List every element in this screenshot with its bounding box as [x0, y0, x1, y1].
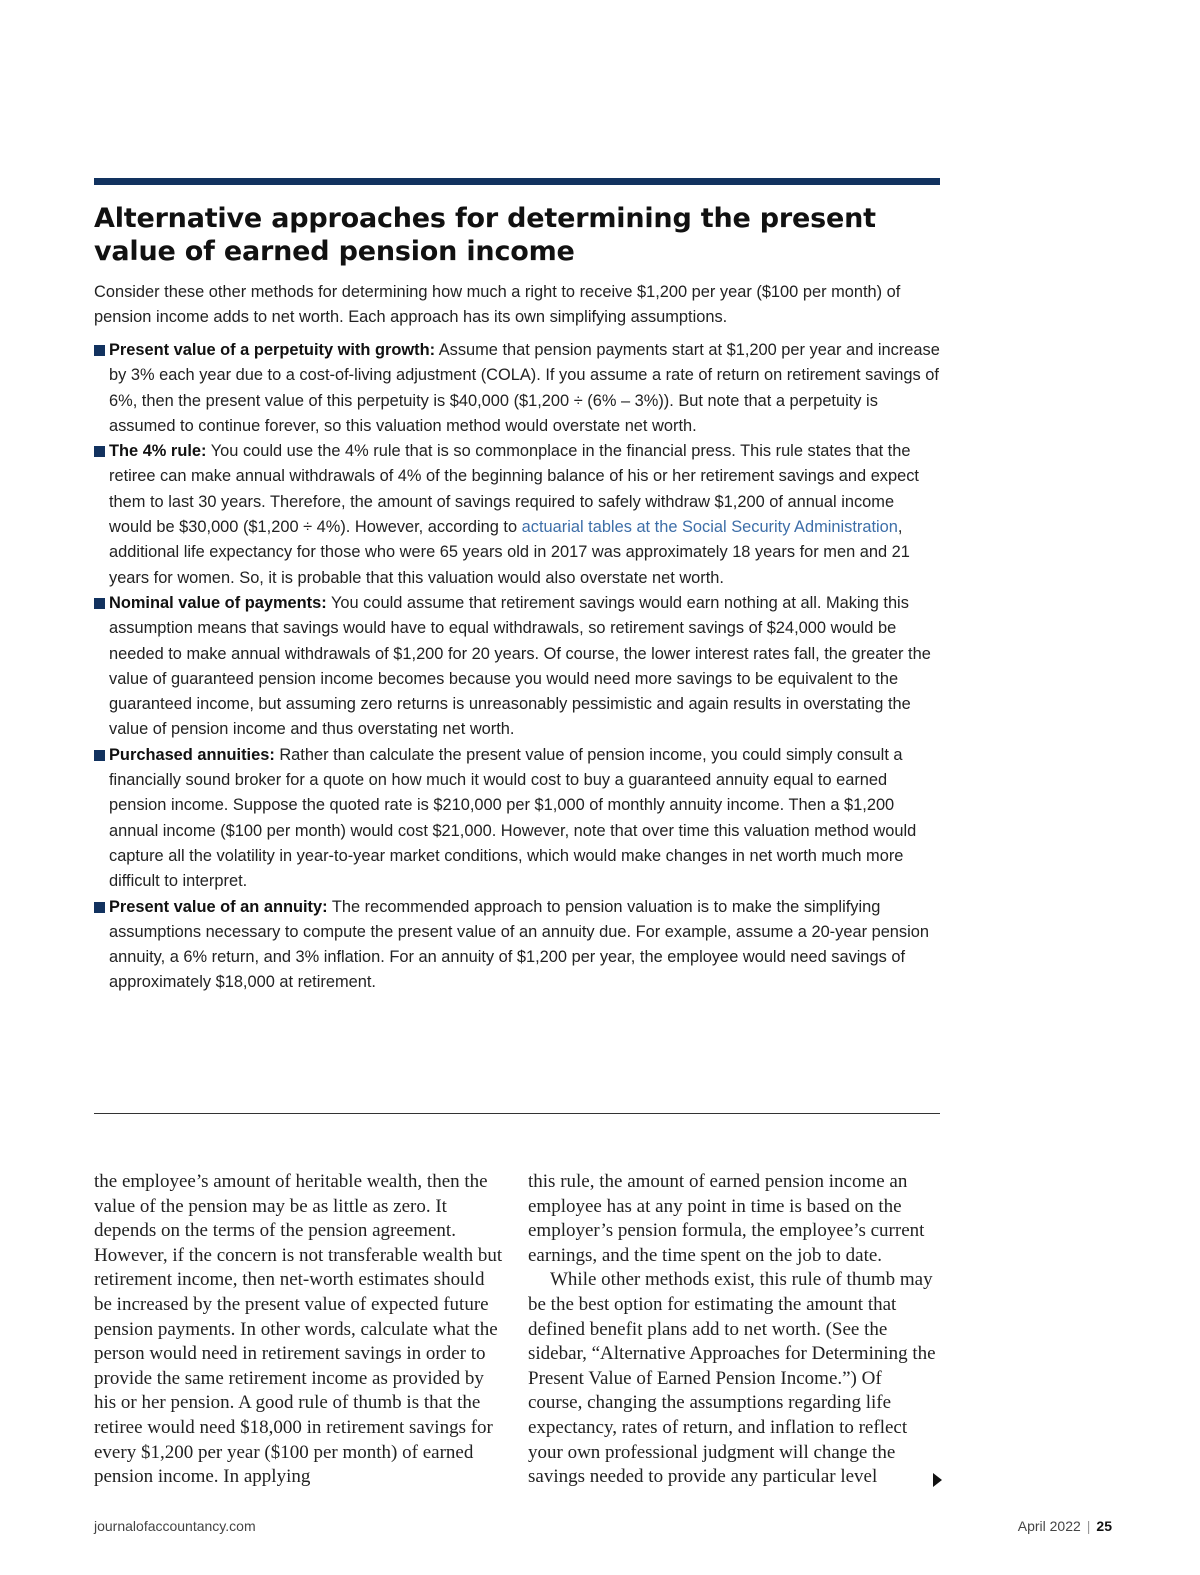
sidebar-intro: Consider these other methods for determining how much a right to receive $1,200 per year ($100 per month) of pension income adds to net worth. Each approach has its own simplifying assumptions.	[94, 283, 901, 326]
bullet-text: The recommended approach to pension valuation is to make the simplifying assumptions necessary to compute the present value of an annuity due. For example, assume a 20-year pension annuity, a 6% return, and 3% inflation. For an annuity of $1,200 per year, the employee would need savings of approximately $18,000 at retirement.	[109, 897, 929, 992]
article-body	[94, 1170, 940, 1490]
continue-arrow-icon	[933, 1473, 942, 1487]
ssa-actuarial-tables-link[interactable]: actuarial tables at the Social Security Administration	[521, 518, 898, 537]
bullet-perpetuity	[94, 338, 940, 439]
sidebar-title: Alternative approaches for determining the present value of earned pension income	[94, 203, 876, 267]
sidebar-bullet-list	[94, 338, 940, 996]
square-bullet-icon	[94, 446, 105, 457]
bullet-lead: The 4% rule:	[109, 442, 207, 461]
bullet-lead: Present value of a perpetuity with growth:	[109, 341, 436, 359]
footer-site: journalofaccountancy.com	[94, 1518, 256, 1534]
bullet-text: You could assume that retirement savings would earn nothing at all. Making this assumption means that savings would have to equal withdrawals, so retirement savings of $24,000 would be needed to make annual withdrawals of $1,200 for 20 years. Of course, the lower interest rates fall, the greater the value of guaranteed pension income becomes because you would need more savings to be equivalent to the guaranteed income, but assuming zero returns is unreasonably pessimistic and again results in overstating the value of pension income and thus overstating net worth.	[109, 593, 931, 739]
footer-issue-date: April 2022	[1017, 1518, 1081, 1534]
bullet-present-value-annuity	[94, 895, 940, 996]
square-bullet-icon	[94, 902, 105, 913]
footer-folio	[1018, 1518, 1112, 1534]
bullet-text: You could use the 4% rule that is so commonplace in the financial press. This rule states that the retiree can make annual withdrawals of 4% of the beginning balance of his or her retirement savings and expect them to last 30 years. Therefore, the amount of savings required to safely withdraw $1,200 of annual income would be $30,000 ($1,200 ÷ 4%). However, according to	[109, 442, 919, 537]
bullet-nominal-value	[94, 591, 940, 743]
article-column-right	[528, 1170, 940, 1490]
article-paragraph: this rule, the amount of earned pension income an employee has at any point in time is based on the employer’s pension formula, the employee’s current earnings, and the time spent on the job to date.	[528, 1171, 925, 1266]
page-number: 25	[1096, 1518, 1112, 1534]
bullet-four-percent-rule	[94, 439, 940, 591]
bullet-purchased-annuities	[94, 743, 940, 895]
square-bullet-icon	[94, 750, 105, 761]
bullet-text: , additional life expectancy for those who were 65 years old in 2017 was approximately 18 years for men and 21 years for women. So, it is probable that this valuation would also overstate net worth.	[109, 518, 910, 587]
sidebar-bottom-rule	[94, 1113, 940, 1114]
sidebar-top-rule	[94, 178, 940, 185]
bullet-lead: Purchased annuities:	[109, 745, 275, 764]
bullet-lead: Nominal value of payments:	[109, 593, 327, 612]
bullet-text: Rather than calculate the present value of pension income, you could simply consult a financially sound broker for a quote on how much it would cost to buy a guaranteed annuity equal to earned pension income. Suppose the quoted rate is $210,000 per $1,000 of monthly annuity income. Then a $1,200 annual income ($100 per month) would cost $21,000. However, note that over time this valuation method would capture all the volatility in year-to-year market conditions, which would make changes in net worth much more difficult to interpret.	[109, 745, 917, 891]
bullet-lead: Present value of an annuity:	[109, 897, 328, 916]
square-bullet-icon	[94, 345, 105, 356]
article-column-left	[94, 1170, 506, 1490]
article-paragraph: the employee’s amount of heritable wealth, then the value of the pension may be as little as zero. It depends on the terms of the pension agreement. However, if the concern is not transferable wealth but retirement income, then net-worth estimates should be increased by the present value of expected future pension payments. In other words, calculate what the person would need in retirement savings in order to provide the same retirement income as provided by his or her pension. A good rule of thumb is that the retiree would need $18,000 in retirement savings for every $1,200 per year ($100 per month) of earned pension income. In applying	[94, 1171, 503, 1488]
sidebar-box	[94, 178, 940, 996]
article-paragraph: While other methods exist, this rule of thumb may be the best option for estimating the amount that defined benefit plans add to net worth. (See the sidebar, “Alternative Approaches for Determining the Present Value of Earned Pension Income.”) Of course, changing the assumptions regarding life expectancy, rates of return, and inflation to reflect your own professional judgment will change the savings needed to provide any particular level	[528, 1269, 936, 1488]
square-bullet-icon	[94, 598, 105, 609]
footer-separator: |	[1086, 1518, 1091, 1534]
bullet-text: Assume that pension payments start at $1,200 per year and increase by 3% each year due to a cost-of-living adjustment (COLA). If you assume a rate of return on retirement savings of 6%, then the present value of this perpetuity is $40,000 ($1,200 ÷ (6% – 3%)). But note that a perpetuity is assumed to continue forever, so this valuation method would overstate net worth.	[109, 341, 940, 435]
